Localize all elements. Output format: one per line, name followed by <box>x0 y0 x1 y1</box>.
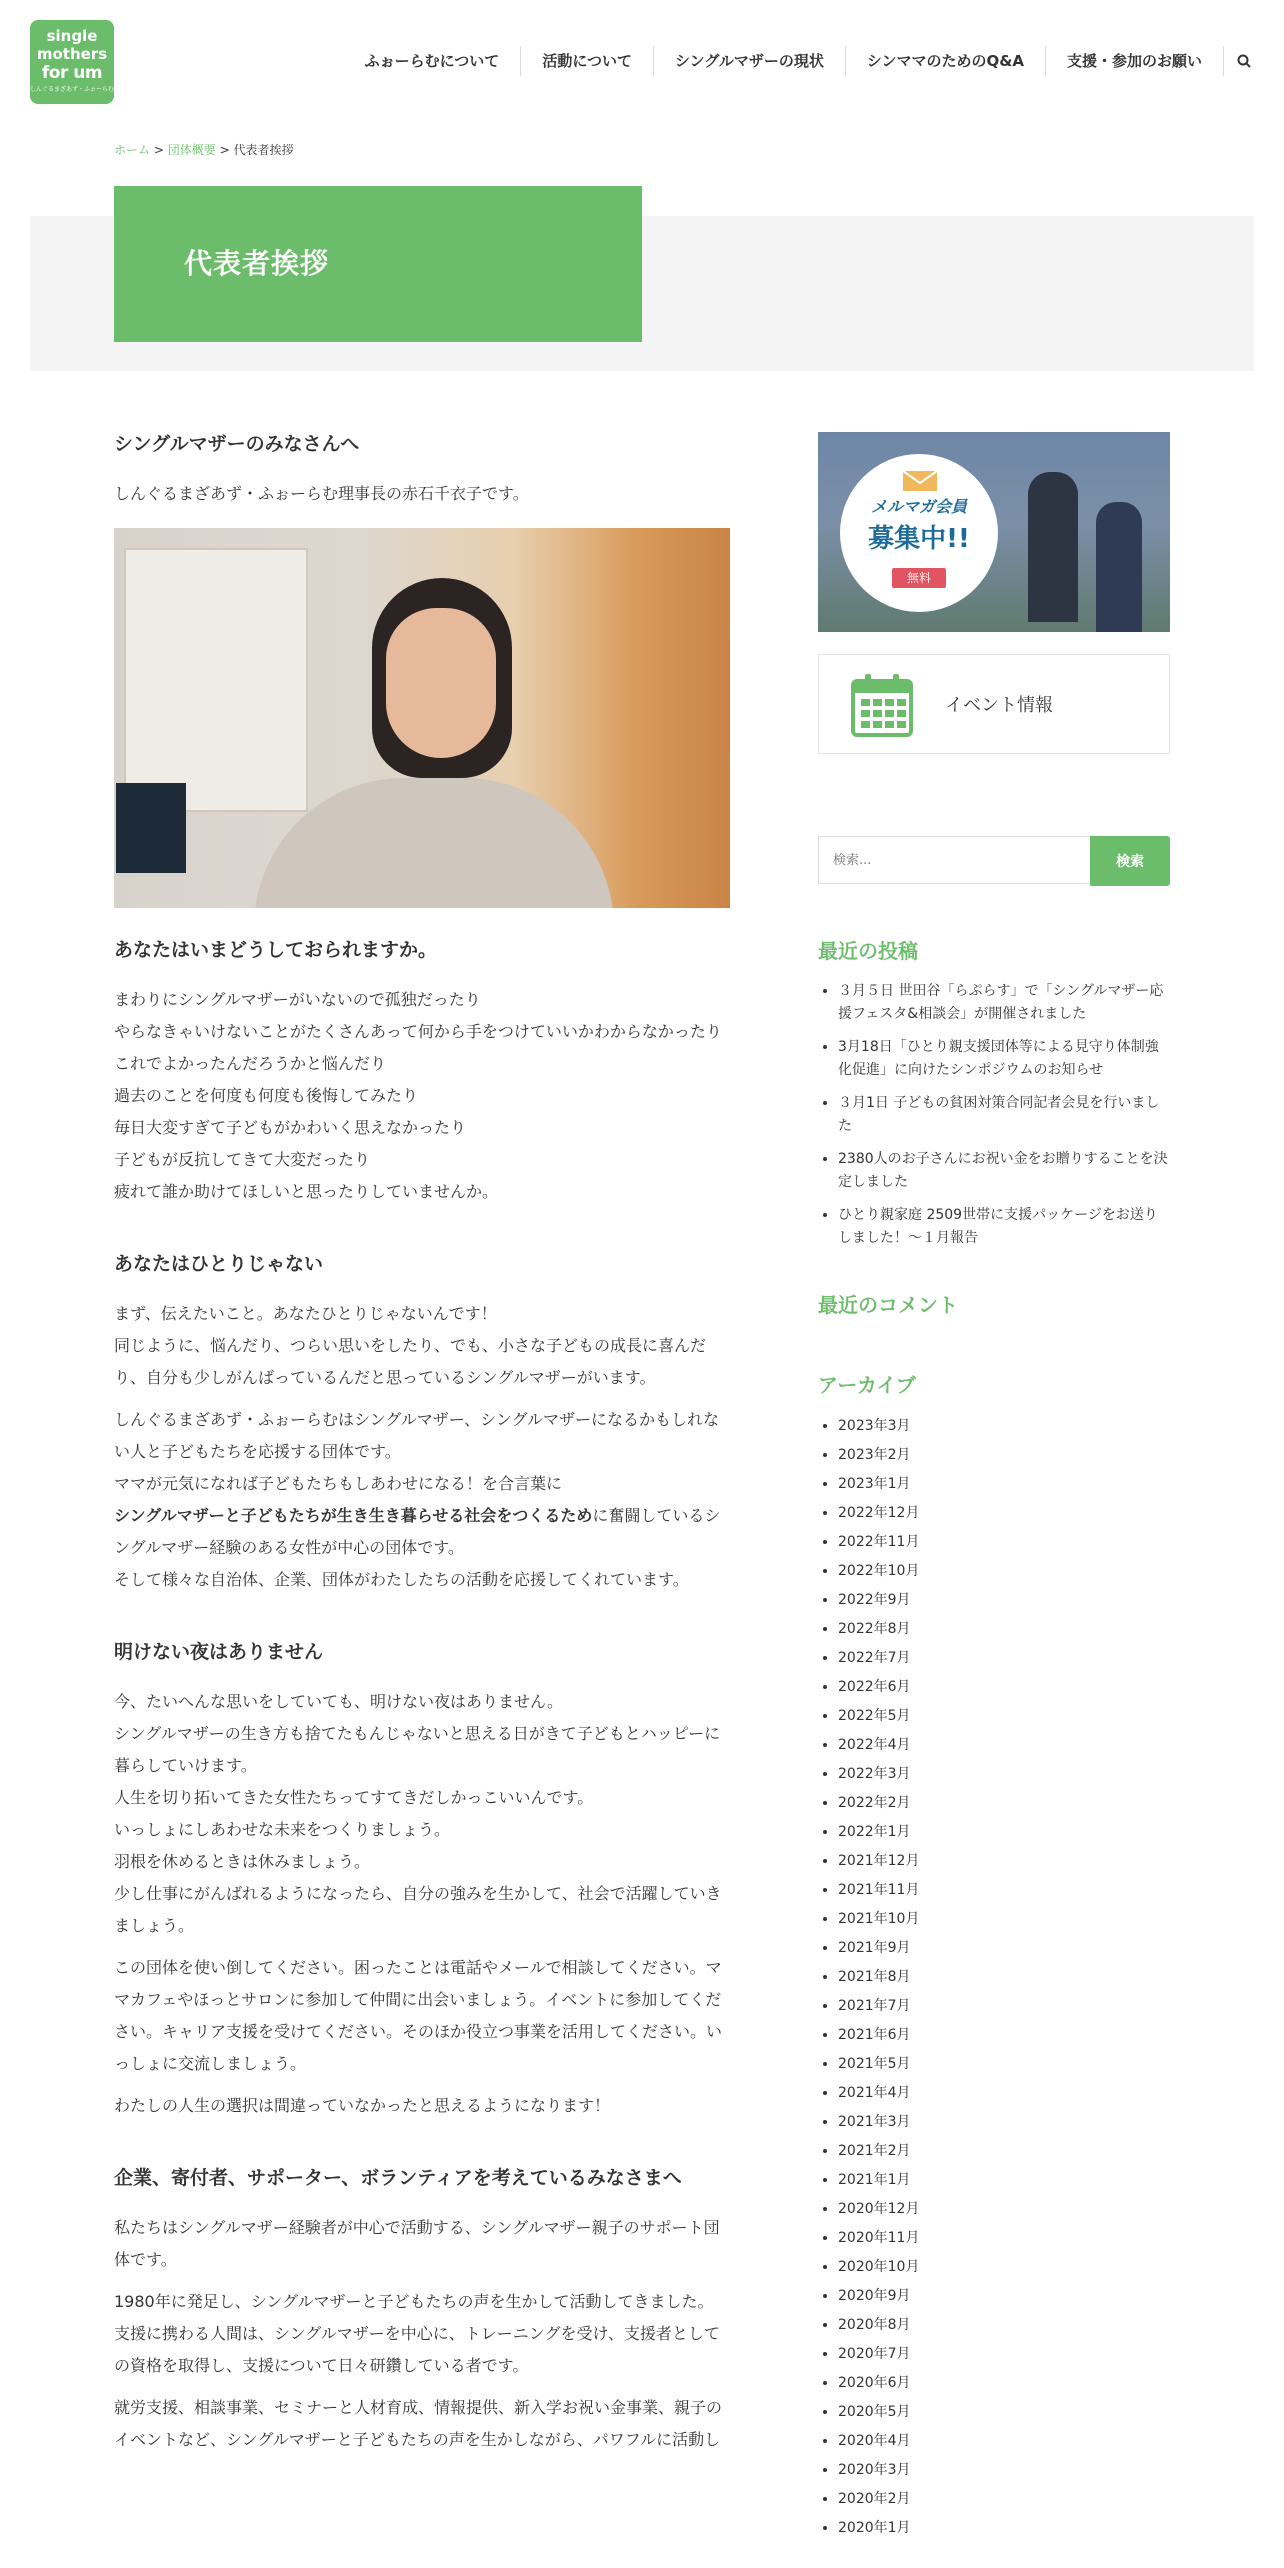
free-badge: 無料 <box>892 568 946 588</box>
archive-link[interactable]: • 2021年11月 <box>838 1876 1170 1905</box>
breadcrumb-separator: > <box>153 143 164 157</box>
logo-line-2: mothers <box>36 45 108 63</box>
archive-link[interactable]: • 2020年4月 <box>838 2427 1170 2456</box>
recent-post-link[interactable]: • ひとり親家庭 2509世帯に支援パッケージをお送りしました！〜１月報告 <box>838 1204 1170 1250</box>
newsletter-banner[interactable] <box>818 432 1170 632</box>
site-logo[interactable] <box>30 20 114 104</box>
page-title-box <box>114 186 642 342</box>
breadcrumb-home[interactable]: ホーム <box>114 143 151 157</box>
archive-link[interactable]: • 2020年10月 <box>838 2253 1170 2282</box>
archive-link[interactable]: • 2022年7月 <box>838 1644 1170 1673</box>
archive-link[interactable]: • 2020年1月 <box>838 2514 1170 2543</box>
banner-headline: 募集中!! <box>868 524 970 554</box>
archive-link[interactable]: • 2022年6月 <box>838 1673 1170 1702</box>
bold-text: シングルマザーと子どもたちが生き生き暮らせる社会をつくるため <box>114 1506 593 1525</box>
paragraph: 私たちはシングルマザー経験者が中心で活動する、シングルマザー親子のサポート団 体です。 <box>114 2218 720 2269</box>
nav-item-qa[interactable]: シンママのためのQ&A <box>846 46 1046 76</box>
archive-link[interactable]: • 2020年2月 <box>838 2485 1170 2514</box>
archive-link[interactable]: • 2023年2月 <box>838 1441 1170 1470</box>
archive-link[interactable]: • 2020年11月 <box>838 2224 1170 2253</box>
recent-posts-widget <box>818 936 1170 1250</box>
nav-item-current-status[interactable]: シングルマザーの現状 <box>654 46 846 76</box>
recent-post-link[interactable]: • ３月５日 世田谷「らぷらす」で「シングルマザー応援フェスタ&相談会」が開催されました <box>838 980 1170 1026</box>
archive-link[interactable]: • 2022年4月 <box>838 1731 1170 1760</box>
breadcrumb-separator: > <box>219 143 230 157</box>
site-header <box>0 0 1284 120</box>
recent-comments-widget <box>818 1290 1170 1320</box>
breadcrumb <box>114 141 293 158</box>
section-heading: あなたはいまどうしておられますか。 <box>114 939 438 961</box>
recent-post-link[interactable]: • 2380人のお子さんにお祝い金をお贈りすることを決定しました <box>838 1148 1170 1194</box>
archive-link[interactable]: • 2020年12月 <box>838 2195 1170 2224</box>
logo-line-3: for um <box>41 63 103 83</box>
event-info-link[interactable] <box>818 654 1170 754</box>
search-icon[interactable] <box>1224 46 1264 76</box>
search-button[interactable]: 検索 <box>1090 836 1170 886</box>
archive-title: アーカイブ <box>818 1373 916 1397</box>
paragraph: 1980年に発足し、シングルマザーと子どもたちの声を生かして活動してきました。 支援に携わる人間は、シングルマザーを中心に、トレーニングを受け、支援者として の資格を取得し、支援について日々研鑽している者です。 <box>114 2292 720 2375</box>
archive-link[interactable]: • 2021年8月 <box>838 1963 1170 1992</box>
archive-link[interactable]: • 2021年5月 <box>838 2050 1170 2079</box>
archive-link[interactable]: • 2020年9月 <box>838 2282 1170 2311</box>
archive-link[interactable]: • 2023年3月 <box>838 1412 1170 1441</box>
section-heading: 企業、寄付者、サポーター、ボランティアを考えているみなさまへ <box>114 2167 682 2189</box>
archive-list <box>818 1412 1170 2543</box>
paragraph: この団体を使い倒してください。困ったことは電話やメールで相談してください。マ マカフェやほっとサロンに参加して仲間に出会いましょう。イベントに参加してくだ さい。キャリア支援を受けてください。そのほか役立つ事業を活用してください。い っしょに交流しましょう。 <box>114 1958 723 2073</box>
search-input[interactable] <box>818 836 1090 884</box>
section-heading: シングルマザーのみなさんへ <box>114 433 360 455</box>
archive-link[interactable]: • 2021年1月 <box>838 2166 1170 2195</box>
chairperson-photo <box>114 528 730 908</box>
recent-posts-title: 最近の投稿 <box>818 939 918 963</box>
main-content <box>114 428 734 2456</box>
paragraph: しんぐるまざあず・ふぉーらむはシングルマザー、シングルマザーになるかもしれな い人と子どもたちを応援する団体です。 ママが元気になれば子どもたちもしあわせになる！を合言葉に シングルマザーと子どもたちが生き生き暮らせる社会をつくるために奮闘しているシ ングルマザー経験のある女性が中心の団体です。 そして様々な自治体、企業、団体がわたしたちの活動を応援してくれています。 <box>114 1410 721 1589</box>
archive-link[interactable]: • 2021年9月 <box>838 1934 1170 1963</box>
archive-link[interactable]: • 2021年10月 <box>838 1905 1170 1934</box>
nav-item-support[interactable]: 支援・参加のお願い <box>1046 46 1224 76</box>
intro-text: しんぐるまざあず・ふぉーらむ理事長の赤石千衣子です。 <box>114 484 529 503</box>
archive-link[interactable]: • 2023年1月 <box>838 1470 1170 1499</box>
section-heading: 明けない夜はありません <box>114 1641 324 1663</box>
event-info-label: イベント情報 <box>945 695 1053 716</box>
main-nav <box>344 46 1264 76</box>
recent-post-link[interactable]: • ３月1日 子どもの貧困対策合同記者会見を行いました <box>838 1092 1170 1138</box>
archive-link[interactable]: • 2022年12月 <box>838 1499 1170 1528</box>
archive-link[interactable]: • 2022年3月 <box>838 1760 1170 1789</box>
calendar-icon <box>851 673 913 737</box>
archive-link[interactable]: • 2022年10月 <box>838 1557 1170 1586</box>
paragraph: わたしの人生の選択は間違っていなかったと思えるようになります！ <box>114 2096 611 2115</box>
breadcrumb-current: 代表者挨拶 <box>233 143 294 157</box>
archive-link[interactable]: • 2021年6月 <box>838 2021 1170 2050</box>
logo-line-1: single <box>46 27 98 45</box>
archive-link[interactable]: • 2020年6月 <box>838 2369 1170 2398</box>
archive-link[interactable]: • 2022年8月 <box>838 1615 1170 1644</box>
nav-item-about[interactable]: ふぉーらむについて <box>344 46 522 76</box>
paragraph: まわりにシングルマザーがいないので孤独だったり やらなきゃいけないことがたくさんあって何から手をつけていいかわからなかったり これでよかったんだろうかと悩んだり 過去のことを何度も何度も後悔してみたり 毎日大変すぎて子どもがかわいく思えなかったり 子どもが反抗してきて大変だったり 疲れて誰か助けてほしいと思ったりしていませんか。 <box>114 990 722 1201</box>
archive-link[interactable]: • 2021年2月 <box>838 2137 1170 2166</box>
paragraph: 今、たいへんな思いをしていても、明けない夜はありません。 シングルマザーの生き方も捨てたもんじゃないと思える日がきて子どもとハッピーに 暮らしていけます。 人生を切り拓いてきた女性たちってすてきだしかっこいいんです。 いっしょにしあわせな未来をつくりましょう。 羽根を休めるときは休みましょう。 少し仕事にがんばれるようになったら、自分の強みを生かして、社会で活躍していき ましょう。 <box>114 1692 722 1935</box>
archive-link[interactable]: • 2021年12月 <box>838 1847 1170 1876</box>
recent-comments-title: 最近のコメント <box>818 1293 958 1317</box>
section-heading: あなたはひとりじゃない <box>114 1253 324 1275</box>
archive-link[interactable]: • 2020年7月 <box>838 2340 1170 2369</box>
archive-link[interactable]: • 2021年3月 <box>838 2108 1170 2137</box>
archive-link[interactable]: • 2021年4月 <box>838 2079 1170 2108</box>
archive-link[interactable]: • 2020年8月 <box>838 2311 1170 2340</box>
archive-link[interactable]: • 2022年5月 <box>838 1702 1170 1731</box>
logo-line-4: しんぐるまざあず・ふぉーらむ <box>30 86 115 93</box>
recent-post-link[interactable]: • 3月18日「ひとり親支援団体等による見守り体制強化促進」に向けたシンポジウムのお知らせ <box>838 1036 1170 1082</box>
paragraph: まず、伝えたいこと。あなたひとりじゃないんです！ 同じように、悩んだり、つらい思いをしたり、でも、小さな子どもの成長に喜んだ り、自分も少しがんばっているんだと思っているシングルマザーがいます。 <box>114 1304 707 1387</box>
banner-title: メルマガ会員 <box>870 497 967 516</box>
nav-item-activities[interactable]: 活動について <box>521 46 654 76</box>
archive-widget <box>818 1370 1170 2543</box>
archive-link[interactable]: • 2022年1月 <box>838 1818 1170 1847</box>
mail-icon <box>902 466 938 492</box>
breadcrumb-parent[interactable]: 団体概要 <box>167 143 216 157</box>
archive-link[interactable]: • 2022年9月 <box>838 1586 1170 1615</box>
recent-posts-list <box>818 980 1170 1250</box>
archive-link[interactable]: • 2022年11月 <box>838 1528 1170 1557</box>
paragraph: 就労支援、相談事業、セミナーと人材育成、情報提供、新入学お祝い金事業、親子の イベントなど、シングルマザーと子どもたちの声を生かしながら、パワフルに活動し <box>114 2398 723 2449</box>
archive-link[interactable]: • 2022年2月 <box>838 1789 1170 1818</box>
page-title: 代表者挨拶 <box>184 247 330 280</box>
sidebar <box>818 432 1170 2543</box>
archive-link[interactable]: • 2021年7月 <box>838 1992 1170 2021</box>
archive-link[interactable]: • 2020年5月 <box>838 2398 1170 2427</box>
sidebar-search <box>818 836 1170 886</box>
archive-link[interactable]: • 2020年3月 <box>838 2456 1170 2485</box>
